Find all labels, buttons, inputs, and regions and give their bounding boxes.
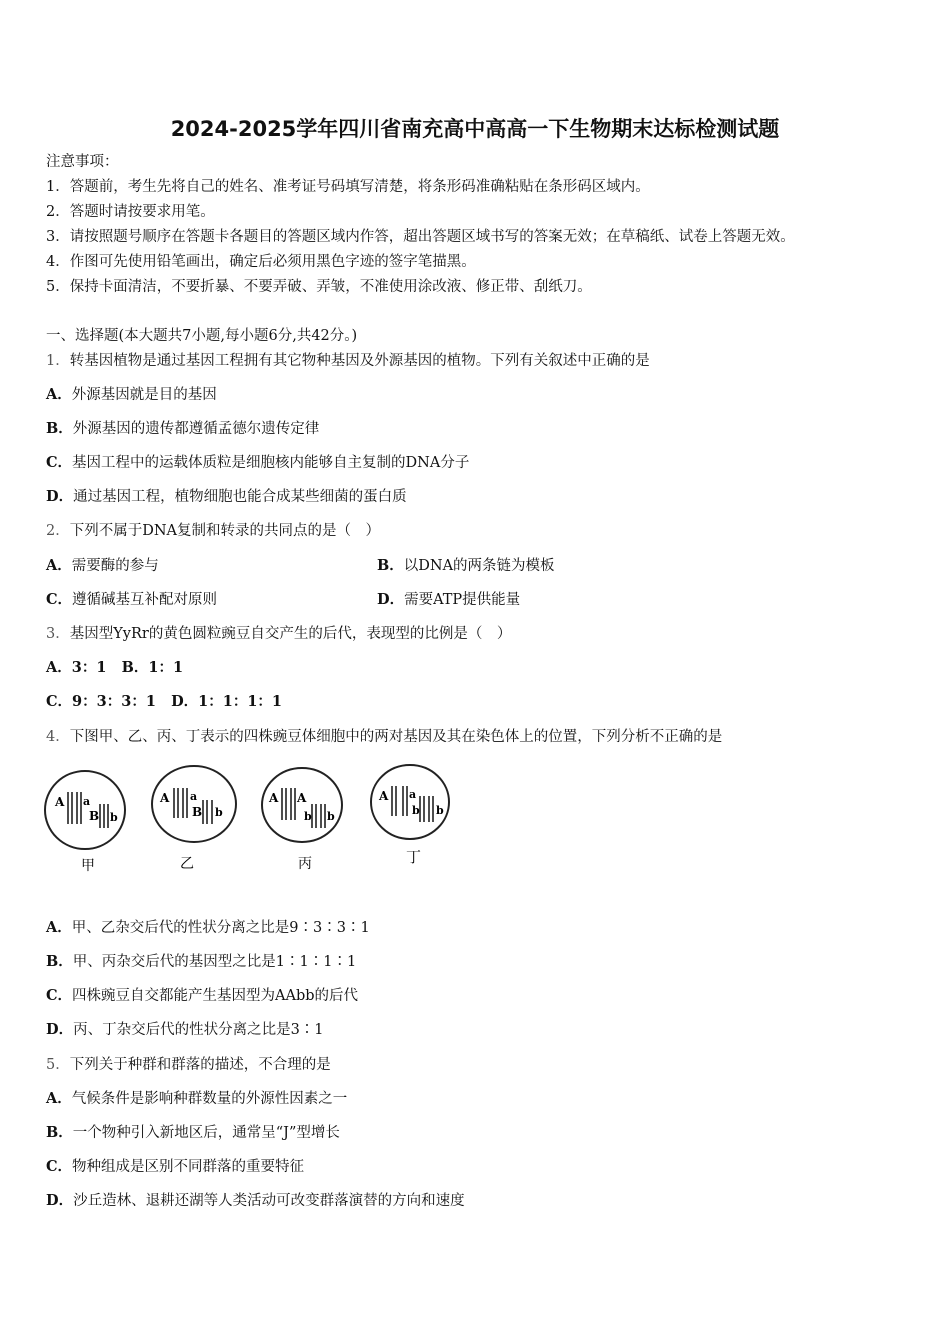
cell-caption: 丙 (298, 856, 312, 872)
q3-options-ab (46, 658, 183, 678)
question-2-stem (46, 521, 380, 541)
q1-option-b[interactable] (46, 419, 319, 439)
option-text: 需要ATP提供能量 (404, 592, 521, 608)
option-label: C． (46, 1158, 73, 1175)
option-text: 3：1 (71, 659, 107, 676)
option-label: B． (121, 659, 149, 676)
question-number: 4． (46, 729, 70, 745)
q4-option-d[interactable] (46, 1020, 324, 1040)
option-text: 通过基因工程，植物细胞也能合成某些细菌的蛋白质 (73, 489, 407, 505)
gene-label: b (327, 810, 335, 823)
notice-item-4: 4．作图可先使用铅笔画出，确定后必须用黑色字迹的签字笔描黑。 (46, 254, 476, 270)
question-text: 转基因植物是通过基因工程拥有其它物种基因及外源基因的植物。下列有关叙述中正确的是 (69, 353, 650, 369)
question-text: 下列关于种群和群落的描述，不合理的是 (69, 1057, 331, 1073)
chromosome-figure (40, 760, 480, 880)
question-number: 5． (46, 1057, 70, 1073)
option-label: C． (46, 693, 73, 710)
option-text: 1：1：1：1 (198, 693, 282, 710)
q5-option-b[interactable] (46, 1123, 340, 1143)
option-label: D． (377, 591, 405, 608)
question-number: 2． (46, 523, 70, 539)
option-text: 1：1 (148, 659, 184, 676)
notice-heading: 注意事项： (46, 154, 119, 170)
cell-jia (45, 771, 125, 849)
notice-item-3: 3．请按照题号顺序在答题卡各题目的答题区域内作答，超出答题区域书写的答案无效；在草稿纸、试卷上答题无效。 (46, 229, 795, 245)
notice-item-2: 2．答题时请按要求用笔。 (46, 204, 215, 220)
section-heading: 一、选择题(本大题共7小题,每小题6分,共42分。) (46, 328, 358, 344)
q4-option-b[interactable] (46, 952, 356, 972)
gene-label: A (160, 791, 170, 805)
option-text: 9：3：3：1 (72, 693, 156, 710)
gene-label: b (110, 811, 118, 824)
cell-caption: 丁 (406, 848, 422, 866)
gene-label: b (215, 806, 223, 819)
gene-label: a (409, 788, 417, 801)
q3-option-a[interactable] (46, 659, 106, 676)
gene-label: b (436, 804, 444, 817)
q5-option-d[interactable] (46, 1191, 465, 1211)
option-text: 基因工程中的运载体质粒是细胞核内能够自主复制的DNA分子 (72, 455, 470, 471)
question-1-stem (46, 351, 650, 371)
option-label: B． (46, 1124, 73, 1141)
gene-label: A (55, 795, 65, 809)
option-text: 需要酶的参与 (71, 558, 159, 574)
option-text: 外源基因的遗传都遵循孟德尔遗传定律 (72, 421, 320, 437)
q3-option-d[interactable] (171, 693, 282, 710)
option-text: 一个物种引入新地区后，通常呈“J”型增长 (72, 1125, 340, 1141)
notice-item-5: 5．保持卡面清洁，不要折暴、不要弄破、弄皱，不准使用涂改液、修正带、刮纸刀。 (46, 279, 592, 295)
question-number: 1． (46, 353, 70, 369)
option-text: 四株豌豆自交都能产生基因型为AAbb的后代 (72, 988, 359, 1004)
option-label: C． (46, 591, 73, 608)
cell-caption: 甲 (81, 858, 95, 874)
q2-option-b[interactable] (377, 556, 555, 576)
option-text: 气候条件是影响种群数量的外源性因素之一 (71, 1091, 348, 1107)
q1-option-c[interactable] (46, 453, 469, 473)
cell-yi (152, 766, 236, 842)
cell-caption: 乙 (180, 856, 194, 872)
option-text: 沙丘造林、退耕还湖等人类活动可改变群落演替的方向和速度 (73, 1193, 465, 1209)
option-label: B． (46, 420, 73, 437)
option-text: 丙、丁杂交后代的性状分离之比是3∶1 (73, 1022, 324, 1038)
gene-label: A (379, 789, 389, 803)
q1-option-d[interactable] (46, 487, 407, 507)
page-title: 2024-2025学年四川省南充高中高高一下生物期末达标检测试题 (170, 117, 780, 141)
q2-option-d[interactable] (377, 590, 520, 610)
q5-option-a[interactable] (46, 1089, 347, 1109)
option-text: 甲、丙杂交后代的基因型之比是1∶1∶1∶1 (72, 954, 357, 970)
question-5-stem (46, 1055, 331, 1075)
option-label: C． (46, 987, 73, 1004)
question-text: 下列不属于DNA复制和转录的共同点的是（ ） (69, 523, 381, 539)
option-label: C． (46, 454, 73, 471)
question-text: 下图甲、乙、丙、丁表示的四株豌豆体细胞中的两对基因及其在染色体上的位置，下列分析不正确的是 (69, 729, 723, 745)
cell-bing (262, 768, 342, 842)
gene-label: a (190, 790, 198, 803)
option-label: D． (46, 488, 74, 505)
gene-label: b (412, 804, 420, 817)
option-label: A． (46, 557, 72, 574)
q4-option-a[interactable] (46, 918, 370, 938)
gene-label: a (83, 795, 91, 808)
q3-option-b[interactable] (122, 659, 183, 676)
gene-label: b (304, 810, 312, 823)
q5-option-c[interactable] (46, 1157, 304, 1177)
option-label: A． (46, 386, 72, 403)
option-text: 物种组成是区别不同群落的重要特征 (72, 1159, 305, 1175)
q1-option-a[interactable] (46, 385, 217, 405)
option-label: B． (377, 557, 404, 574)
gene-label: B (192, 805, 203, 819)
option-text: 以DNA的两条链为模板 (403, 558, 555, 574)
option-label: A． (46, 919, 72, 936)
option-text: 遵循碱基互补配对原则 (72, 592, 218, 608)
question-3-stem (46, 624, 511, 644)
option-label: D． (171, 693, 199, 710)
gene-label: A (269, 791, 279, 805)
cell-ding (371, 765, 449, 839)
notice-item-1: 1．答题前，考生先将自己的姓名、准考证号码填写清楚，将条形码准确粘贴在条形码区域内。 (46, 179, 650, 195)
gene-label: A (297, 791, 307, 805)
option-text: 甲、乙杂交后代的性状分离之比是9∶3∶3∶1 (71, 920, 370, 936)
question-4-stem (46, 727, 722, 747)
gene-label: B (89, 809, 100, 823)
q2-option-a[interactable] (46, 556, 159, 576)
option-label: D． (46, 1021, 74, 1038)
q3-option-c[interactable] (46, 693, 156, 710)
q3-options-cd (46, 692, 282, 712)
option-label: D． (46, 1192, 74, 1209)
option-label: A． (46, 1090, 72, 1107)
option-text: 外源基因就是目的基因 (71, 387, 217, 403)
option-label: B． (46, 953, 73, 970)
option-label: A． (46, 659, 72, 676)
q2-option-c[interactable] (46, 590, 217, 610)
question-number: 3． (46, 626, 70, 642)
q4-option-c[interactable] (46, 986, 358, 1006)
question-text: 基因型YyRr的黄色圆粒豌豆自交产生的后代，表现型的比例是（ ） (69, 626, 512, 642)
